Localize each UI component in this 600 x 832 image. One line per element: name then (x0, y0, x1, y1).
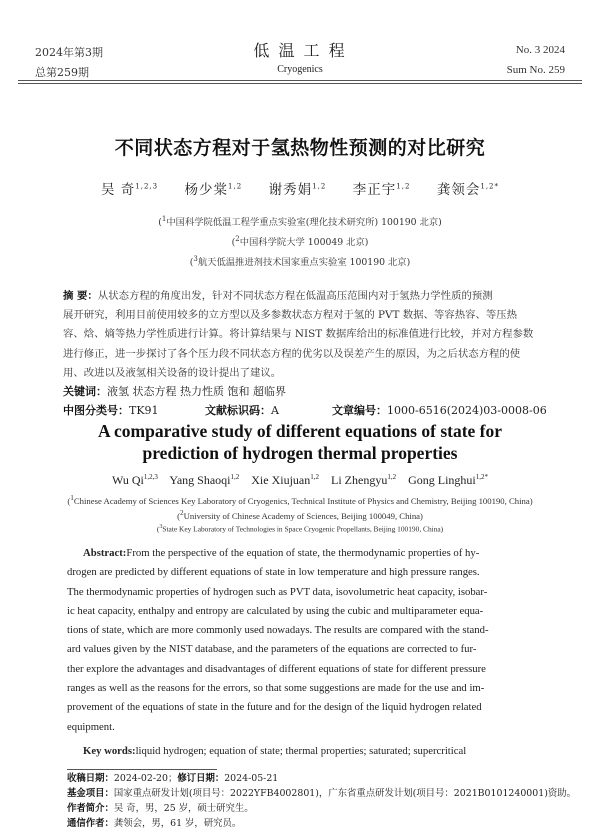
authors-en (0, 473, 600, 488)
header-rule (18, 80, 582, 81)
article-number: 文章编号：1000-6516(2024)03-0008-06 (332, 404, 547, 417)
footnote-rule (67, 769, 217, 770)
journal-name-cn: 低 温 工 程 (253, 41, 347, 60)
affiliation-zh: ($^1$中国科学院低温工程学重点实验室(理化技术研究所) 100190 北京) (158, 214, 442, 228)
page-title-zh: 不同状态方程对于氢热物性预测的对比研究 (114, 137, 486, 159)
header-rule-2 (18, 83, 582, 84)
issue-label-cn: 2024年第3期 (35, 46, 103, 59)
author-zh: 龚领会$^{1,2*}$ (436, 182, 500, 198)
author-zh: 杨少棠$^{1,2}$ (184, 182, 243, 198)
affiliation-zh: ($^3$航天低温推进剂技术国家重点实验室 100190 北京) (189, 254, 411, 268)
keywords-en: Key words:liquid hydrogen; equation of state; thermal properties; saturated; supercritical (83, 745, 467, 757)
total-issue-cn: 总第259期 (35, 66, 89, 79)
abstract-label-zh: 摘 要： (63, 290, 98, 302)
page-title-en: A comparative study of different equations of state for prediction of hydrogen thermal properties (97, 421, 503, 463)
total-issue-en: Sum No. 259 (506, 64, 565, 76)
author-en: Gong Linghui$^{1,2*}$ (408, 473, 489, 487)
author-zh: 李正宇$^{1,2}$ (352, 182, 411, 198)
footnote-author-bio: 作者简介：吴 奇，男，25 岁，硕士研究生。 (67, 803, 254, 814)
author-zh: 谢秀娟$^{1,2}$ (268, 182, 327, 198)
author-en: Wu Qi$^{1,2,3}$ (111, 473, 158, 487)
footnote-received: 收稿日期：2024-02-20；修订日期：2024-05-21 (67, 773, 279, 784)
affiliation-en: ($^3$State Key Laboratory of Technologies in Space Cryogenic Propellants, Beijing 100190, China) (156, 524, 444, 534)
author-en: Li Zhengyu$^{1,2}$ (331, 473, 397, 487)
clc-number: 中图分类号：TK91 (63, 404, 159, 417)
affiliation-zh: ($^2$中国科学院大学 100049 北京) (231, 234, 369, 248)
document-code: 文献标识码：A (205, 404, 279, 417)
footnote-corresponding: 通信作者：龚领会，男，61 岁，研究员。 (67, 818, 242, 829)
author-en: Yang Shaoqi$^{1,2}$ (169, 473, 240, 487)
abstract-label-en: Abstract: (83, 547, 127, 559)
footnote-funding: 基金项目：国家重点研发计划(项目号：2022YFB4002801)，广东省重点研发计划(项目号：2021B0101240001)资助。 (67, 788, 576, 799)
abstract-en: Abstract:From the perspective of the equation of state, the thermodynamic properties of hy- drogen are predicted by different equations of state in low temperature and high pressure ranges. The thermodynamic properties of hydrogen such as PVT data, isovolumetric heat capacity, isobar- ic heat capacity, enthalpy and entropy are calculated by using the cubic and multiparameter equa- tions of state, which are more commonly used nowadays. The results are compared with the stand- ard values given by the NIST database, and the parameters of the equations are corrected to fur- ther explore the advantages and disadvantages of different equations of state for different pressure ranges as well as the reasons for the errors, so that some suggestions are made for the use and im- provement of the equations of state in the future and for the design of the liquid hydrogen related equipment. (67, 547, 489, 733)
affiliation-en: ($^1$Chinese Academy of Sciences Key Laboratory of Cryogenics, Technical Institute of Physics and Chemistry, Beijing 100190, China) (67, 494, 533, 506)
affiliation-en: ($^2$University of Chinese Academy of Sciences, Beijing 100049, China) (177, 509, 423, 521)
abstract-zh: 摘 要：从状态方程的角度出发，针对不同状态方程在低温高压范围内对于氢热力学性质的预测 展开研究，利用目前使用较多的立方型以及多参数状态方程对于氢的 PVT 数据、等容热容、等压热 容、焓、熵等热力学性质进行计算。将计算结果与 NIST 数据库给出的标准值进行比较，并对方程参数 进行修正，进一步探讨了各个压力段不同状态方程的优劣以及误差产生的原因，为之后状态方程的使 用、改进以及液氢相关设备的设计提出了建议。 (63, 290, 534, 379)
journal-name-en: Cryogenics (277, 64, 323, 75)
issue-label-en: No. 3 2024 (515, 44, 565, 56)
author-en: Xie Xiujuan$^{1,2}$ (251, 473, 320, 487)
footnotes (67, 771, 576, 831)
keywords-zh: 关键词：液氢 状态方程 热力性质 饱和 超临界 (63, 385, 286, 398)
author-zh: 吴 奇$^{1,2,3}$ (100, 182, 159, 198)
authors-zh (0, 178, 600, 198)
